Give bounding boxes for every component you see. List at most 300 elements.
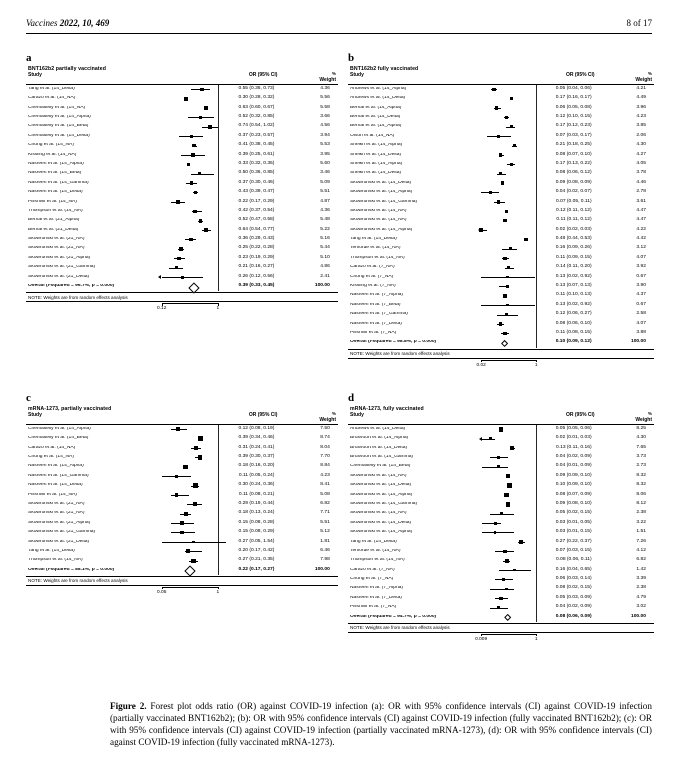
weight-value: 3.95	[320, 151, 330, 157]
weight-value: 5.16	[320, 236, 330, 242]
forest-row	[348, 301, 654, 310]
forest-row	[26, 434, 338, 443]
forest-plot-c	[26, 406, 338, 600]
or-value: 0.36 (0.29, 0.43)	[238, 236, 275, 242]
study-label: Thompson et al. (14_NA)	[28, 558, 83, 563]
or-value: 0.10 (0.09, 0.10)	[555, 482, 592, 488]
forest-row	[26, 235, 338, 244]
weight-value: 3.12	[636, 245, 646, 251]
weight-value: 3.96	[636, 104, 646, 110]
forest-row	[26, 94, 338, 103]
or-value: 0.39 (0.25, 0.61)	[238, 151, 275, 157]
forest-plot-c-header	[26, 412, 338, 425]
weight-value: 4.49	[636, 95, 646, 101]
forest-plot-c-title: mRNA-1273, partially vaccinated	[28, 406, 112, 412]
forest-row	[26, 122, 338, 131]
study-label: Bruxvoort et al. (14_Delta)	[350, 445, 408, 450]
col-weight	[281, 412, 336, 423]
study-label: Chung et al. (14_NA)	[28, 143, 74, 148]
weight-value: 5.09	[320, 179, 330, 185]
forest-row	[348, 310, 654, 319]
forest-row	[348, 150, 654, 159]
weight-value: 8.84	[320, 463, 330, 469]
forest-row	[348, 225, 654, 234]
or-value: 0.16 (0.09, 0.26)	[555, 245, 592, 251]
forest-row	[348, 103, 654, 112]
weight-value: 4.47	[636, 217, 646, 223]
or-value: 0.26 (0.12, 0.56)	[238, 273, 275, 279]
weight-value: 5.10	[320, 254, 330, 260]
or-value: 0.27 (0.22, 0.37)	[555, 538, 592, 544]
study-label: Bernal et al. (14_Alpha)	[350, 105, 402, 110]
or-value: 0.11 (0.09, 0.15)	[556, 254, 592, 260]
study-label: Nasreen et al. (14_Delta)	[28, 483, 83, 488]
study-label: Pilishvili et al. (7_NA)	[350, 605, 397, 610]
or-value: 0.39 (0.34, 0.46)	[238, 435, 275, 441]
study-label: Skowronski et al. (21_Gamma)	[28, 530, 96, 535]
study-label: Skowronski et al. (14_NA)	[350, 511, 407, 516]
panel-letter-d: d	[348, 392, 355, 404]
weight-value: 4.79	[636, 594, 646, 600]
forest-row	[348, 160, 654, 169]
weight-value: 4.37	[636, 292, 646, 298]
forest-row	[348, 519, 654, 528]
page-number: 8 of 17	[626, 18, 652, 28]
forest-row	[348, 462, 654, 471]
forest-overall-row	[348, 338, 654, 347]
running-head-left	[26, 18, 109, 28]
forest-plot-c-axis	[26, 586, 338, 600]
weight-value: 8.06	[636, 491, 646, 497]
weight-value: 3.61	[636, 198, 646, 204]
or-value: 0.64 (0.54, 0.77)	[238, 226, 275, 232]
study-label: Nasreen et al. (14_Gamma)	[28, 473, 89, 478]
forest-row	[348, 594, 654, 603]
study-label: Skowronski et al. (14_Alpha)	[350, 227, 413, 232]
weight-value: 0.67	[636, 301, 646, 307]
figure-caption-text: Forest plot odds ratio (OR) against COVID-19 infection (a): OR with 95% confidence intervals (CI) against COVID-19 infection (partially vaccinated BNT162b2); (b): OR with 95% confidence intervals (CI) against COVID-19 infection (fully vaccinated BNT162b2); (c): OR with 95% confidence intervals (CI) against COVID-19 infection (partially vaccinated mRNA-1273), (d): OR with 95% confidence intervals (CI) against COVID-19 infection (fully vaccinated mRNA-1273).	[110, 701, 652, 748]
or-value: 0.12 (0.11, 0.12)	[556, 207, 592, 213]
weight-value: 8.25	[636, 425, 646, 431]
weight-value: 8.41	[320, 482, 330, 488]
or-value: 0.17 (0.16, 0.17)	[555, 95, 592, 101]
journal-name: Vaccines	[26, 18, 58, 28]
or-value: 0.55 (0.36, 0.73)	[238, 85, 275, 91]
weight-value: 2.58	[636, 311, 646, 317]
weight-value: 3.88	[636, 329, 646, 335]
study-label: Sheikh et al. (14_Alpha)	[350, 143, 403, 148]
or-value: 0.13 (0.02, 0.92)	[555, 301, 592, 307]
or-value: 0.08 (0.06, 0.09)	[555, 613, 592, 619]
col-or: OR (95% CI)	[565, 72, 595, 78]
forest-plot-d-header	[348, 412, 654, 425]
forest-row	[26, 103, 338, 112]
study-label: Tang et al. (14_Delta)	[28, 548, 75, 553]
weight-value: 4.30	[636, 142, 646, 148]
forest-row	[348, 547, 654, 556]
or-value: 0.05 (0.02, 0.15)	[555, 510, 592, 516]
forest-row	[348, 556, 654, 565]
weight-value: 4.27	[636, 151, 646, 157]
forest-row	[348, 537, 654, 546]
or-value: 0.63 (0.60, 0.67)	[238, 104, 275, 110]
weight-value: 4.56	[320, 123, 330, 129]
forest-plot-a	[26, 66, 338, 316]
forest-row	[348, 272, 654, 281]
study-label: Chemaitelly et al. (14_Beta)	[28, 436, 89, 441]
study-label: Nasreen et al. (7_Gamma)	[350, 312, 408, 317]
forest-row	[26, 141, 338, 150]
weight-value: 4.42	[636, 236, 646, 242]
forest-plot-c-note: NOTE: Weights are from random effects analysis	[26, 576, 338, 586]
forest-row	[26, 509, 338, 518]
study-label: Skowronski et al. (14_Alpha)	[350, 492, 413, 497]
forest-row	[26, 472, 338, 481]
forest-row	[348, 132, 654, 141]
study-label: Skowronski et al. (14_Gamma)	[350, 501, 418, 506]
forest-row	[26, 197, 338, 206]
col-study: Study	[28, 412, 42, 418]
or-value: 0.18 (0.13, 0.24)	[238, 510, 275, 516]
forest-row	[348, 472, 654, 481]
study-label: Pilishvili et al. (14_NA)	[28, 199, 77, 204]
study-label: Nasreen et al. (14_Gamma)	[28, 180, 89, 185]
figure-panel-b	[348, 52, 654, 373]
forest-row	[348, 188, 654, 197]
study-label: Nasreen et al. (7_Delta)	[350, 595, 402, 600]
forest-row	[26, 462, 338, 471]
figure-panel-a	[26, 52, 338, 316]
forest-row	[348, 329, 654, 338]
or-value: 0.15 (0.08, 0.28)	[238, 519, 275, 525]
study-label: Carazo et al. (7_NA)	[350, 265, 395, 270]
forest-row	[26, 425, 338, 434]
forest-row	[348, 113, 654, 122]
study-label: Carazo et al. (14_NA)	[28, 96, 76, 101]
or-value: 0.52 (0.32, 0.85)	[238, 114, 275, 119]
forest-row	[348, 434, 654, 443]
axis-tick-label: 1	[216, 589, 220, 595]
weight-value: 100.00	[314, 283, 330, 289]
study-label: Bernal et al. (14_Delta)	[350, 115, 401, 119]
weight-value: 4.07	[636, 320, 646, 326]
forest-row	[26, 443, 338, 452]
forest-row	[348, 603, 654, 612]
weight-value: 4.07	[636, 254, 646, 260]
or-value: 0.37 (0.23, 0.57)	[238, 132, 275, 138]
forest-row	[348, 263, 654, 272]
forest-row	[26, 85, 338, 94]
axis-tick-label: 0.02	[476, 362, 486, 368]
col-or: OR (95% CI)	[565, 412, 595, 418]
header-rule	[26, 33, 652, 34]
figure-panel-d	[348, 392, 654, 647]
weight-value: 5.56	[320, 95, 330, 101]
forest-plot-d-axis	[348, 633, 654, 647]
axis-tick-label: 1	[534, 636, 538, 642]
or-value: 0.08 (0.06, 0.11)	[556, 557, 592, 563]
forest-plot-a-axis	[26, 302, 338, 316]
weight-value: 8.12	[636, 500, 646, 506]
forest-row	[26, 528, 338, 537]
or-value: 0.06 (0.03, 0.14)	[555, 576, 592, 582]
weight-value: 1.42	[636, 566, 646, 572]
or-value: 0.06 (0.05, 0.08)	[555, 104, 592, 110]
forest-plot-a-header	[26, 72, 338, 85]
study-label: Skowronski et al. (21_Delta)	[28, 539, 90, 544]
forest-row	[26, 537, 338, 546]
forest-plot-c-rows	[26, 425, 338, 575]
study-label: Pilishvili et al. (7_NA)	[350, 330, 397, 335]
study-label: Bernal et al. (21_Alpha)	[28, 218, 80, 223]
study-label: Skowronski et al. (14_NA)	[350, 218, 407, 223]
or-value: 0.07 (0.03, 0.15)	[555, 547, 592, 553]
forest-row	[348, 235, 654, 244]
weight-value: 5.44	[320, 245, 330, 251]
weight-value: 7.65	[636, 444, 646, 450]
forest-row	[26, 490, 338, 499]
or-value: 0.05 (0.03, 0.09)	[555, 594, 592, 600]
or-value: 0.02 (0.02, 0.03)	[555, 226, 592, 232]
weight-value: 3.90	[636, 283, 646, 289]
study-label: Bernal et al. (14_Alpha)	[350, 124, 402, 129]
forest-row	[26, 225, 338, 234]
study-label: Nasreen et al. (7_Alpha)	[350, 586, 404, 591]
forest-row	[348, 490, 654, 499]
study-label: Overall (I-squared = 98.8%, p = 0.000)	[350, 340, 437, 345]
forest-row	[348, 425, 654, 434]
study-label: Skowronski et al. (14_Gamma)	[350, 199, 418, 204]
forest-plot-d-note: NOTE: Weights are from random effects analysis	[348, 623, 654, 633]
weight-value: 5.51	[320, 189, 330, 195]
weight-value: 1.51	[636, 529, 646, 535]
or-value: 0.31 (0.24, 0.41)	[238, 444, 275, 450]
forest-overall-row	[26, 282, 338, 291]
study-label: Olson et al. (14_NA)	[350, 133, 395, 138]
study-label: Thompson et al. (14_NA)	[350, 558, 405, 563]
or-value: 0.13 (0.07, 0.13)	[555, 283, 592, 289]
or-value: 0.08 (0.06, 0.10)	[555, 320, 592, 326]
weight-value: 6.46	[320, 547, 330, 553]
weight-value: 5.51	[320, 519, 330, 525]
forest-row	[348, 216, 654, 225]
weight-value: 4.05	[636, 160, 646, 166]
weight-value: 3.92	[636, 264, 646, 270]
or-value: 0.08 (0.07, 0.09)	[555, 491, 592, 497]
forest-row	[26, 169, 338, 178]
panel-letter-a: a	[26, 52, 32, 64]
or-value: 0.11 (0.05, 0.24)	[238, 472, 275, 478]
or-value: 0.22 (0.17, 0.29)	[238, 198, 275, 204]
weight-value: 2.38	[636, 510, 646, 516]
study-label: Andrews et al. (14_Alpha)	[350, 86, 407, 91]
study-label: Bruxvoort et al. (14_Gamma)	[350, 455, 414, 459]
or-value: 0.14 (0.11, 0.20)	[556, 264, 592, 270]
weight-value: 4.36	[320, 207, 330, 213]
or-value: 0.21 (0.18, 0.25)	[555, 142, 592, 148]
or-value: 0.43 (0.39, 0.47)	[238, 189, 275, 195]
study-label: Nasreen et al. (14_Alpha)	[28, 464, 84, 469]
forest-row	[348, 179, 654, 188]
study-label: Chemaitelly et al. (14_Alpha)	[28, 115, 91, 119]
forest-row	[348, 207, 654, 216]
forest-row	[348, 565, 654, 574]
study-label: Nasreen et al. (7_Delta)	[350, 321, 402, 326]
col-weight-pct: %	[647, 411, 652, 416]
axis-tick-label: 1	[534, 362, 538, 368]
forest-row	[348, 94, 654, 103]
weight-value: 7.98	[320, 557, 330, 563]
study-label: Kissling et al. (7_NA)	[350, 284, 396, 289]
weight-value: 100.00	[630, 613, 646, 619]
study-label: Overall (I-squared = 94.7%, p = 0.000)	[350, 614, 437, 619]
or-value: 0.03 (0.01, 0.15)	[555, 529, 592, 535]
forest-row	[26, 556, 338, 565]
or-value: 0.04 (0.02, 0.09)	[555, 604, 592, 610]
forest-row	[348, 453, 654, 462]
or-value: 0.25 (0.22, 0.28)	[238, 245, 275, 251]
study-label: Carazo et al. (7_NA)	[350, 567, 395, 572]
forest-row	[348, 122, 654, 131]
forest-row	[26, 547, 338, 556]
forest-row	[348, 528, 654, 537]
weight-value: 4.46	[636, 179, 646, 185]
study-label: Chemaitelly et al. (14_Beta)	[28, 124, 89, 129]
or-value: 0.09 (0.09, 0.10)	[555, 472, 592, 478]
forest-row	[26, 132, 338, 141]
forest-row	[26, 207, 338, 216]
weight-value: 3.39	[636, 576, 646, 582]
forest-plot-a-title: BNT162b2 partially vaccinated	[28, 66, 106, 72]
or-value: 0.20 (0.17, 0.42)	[238, 547, 275, 553]
or-value: 0.07 (0.05, 0.11)	[556, 198, 592, 204]
forest-row	[26, 188, 338, 197]
or-value: 0.11 (0.11, 0.12)	[556, 217, 592, 223]
or-value: 0.08 (0.06, 0.12)	[555, 170, 592, 176]
col-study: Study	[350, 72, 364, 78]
journal-issue: 2022, 10, 469	[59, 18, 110, 28]
or-value: 0.22 (0.17, 0.27)	[238, 566, 275, 572]
weight-value: 7.50	[320, 425, 330, 431]
study-label: Sheikh et al. (14_Delta)	[350, 171, 402, 176]
forest-row	[348, 481, 654, 490]
or-value: 0.11 (0.08, 0.21)	[238, 491, 275, 497]
or-value: 0.37 (0.30, 0.46)	[238, 179, 275, 185]
study-label: Skowronski et al. (14_NA)	[350, 473, 407, 478]
or-value: 0.16 (0.04, 0.65)	[555, 566, 592, 572]
study-label: Skowronski et al. (21_NA)	[28, 246, 85, 251]
or-value: 0.09 (0.08, 0.10)	[555, 500, 592, 506]
study-label: Bruxvoort et al. (14_Alpha)	[350, 436, 409, 441]
weight-value: 4.86	[320, 264, 330, 270]
study-label: Tenforde et al. (14_NA)	[350, 548, 401, 553]
or-value: 0.05 (0.05, 0.06)	[555, 425, 592, 431]
or-value: 0.30 (0.24, 0.36)	[238, 482, 275, 488]
axis-tick-label: 0.009	[475, 636, 488, 642]
or-value: 0.27 (0.21, 0.35)	[238, 557, 275, 563]
or-value: 0.52 (0.47, 0.58)	[238, 217, 275, 223]
or-value: 0.12 (0.08, 0.19)	[238, 425, 275, 431]
study-label: Skowronski et al. (14_Delta)	[350, 180, 412, 185]
col-weight-label: Weight	[319, 416, 336, 423]
study-label: Thompson et al. (14_NA)	[350, 255, 405, 260]
or-value: 0.02 (0.01, 0.03)	[555, 435, 592, 441]
weight-value: 4.23	[636, 114, 646, 119]
forest-plot-b-title: BNT162b2 fully vaccinated	[350, 66, 419, 72]
forest-row	[348, 85, 654, 94]
study-label: Overall (I-squared = 96.7%, p = 0.000)	[28, 284, 115, 289]
forest-row	[348, 319, 654, 328]
or-value: 0.08 (0.07, 0.10)	[555, 151, 592, 157]
or-value: 0.03 (0.01, 0.05)	[555, 519, 592, 525]
axis-tick-label: 1	[216, 306, 220, 312]
col-weight-label: Weight	[319, 76, 336, 83]
forest-plot-b	[348, 66, 654, 373]
col-weight	[598, 412, 652, 423]
study-label: Skowronski et al. (21_Gamma)	[28, 265, 96, 270]
or-value: 0.11 (0.10, 0.13)	[556, 292, 592, 298]
forest-overall-row	[348, 612, 654, 621]
study-label: Chemaitelly et al. (14_Beta)	[350, 464, 411, 469]
panel-letter-b: b	[348, 52, 355, 64]
study-label: Chung et al. (14_NA)	[28, 455, 74, 459]
or-value: 0.08 (0.02, 0.15)	[555, 585, 592, 591]
weight-value: 5.53	[320, 142, 330, 148]
forest-row	[26, 113, 338, 122]
col-weight-pct: %	[331, 71, 336, 76]
or-value: 0.11 (0.08, 0.15)	[556, 329, 592, 335]
axis-tick-label: 0.05	[157, 589, 167, 595]
forest-row	[348, 291, 654, 300]
study-label: Andrews et al. (14_Delta)	[350, 96, 406, 101]
study-label: Skowronski et al. (14_NA)	[350, 208, 407, 213]
weight-value: 4.21	[636, 85, 646, 91]
study-label: Skowronski et al. (14_Alpha)	[350, 190, 413, 195]
study-label: Sheikh et al. (14_Alpha)	[350, 161, 403, 166]
col-weight-label: Weight	[635, 76, 652, 83]
forest-plot-b-rows	[348, 85, 654, 348]
or-value: 0.05 (0.04, 0.06)	[555, 85, 592, 91]
weight-value: 3.94	[320, 132, 330, 138]
forest-row	[348, 584, 654, 593]
forest-plot-a-note: NOTE: Weights are from random effects analysis	[26, 292, 338, 302]
weight-value: 3.85	[636, 123, 646, 129]
or-value: 0.50 (0.36, 0.85)	[238, 170, 275, 176]
weight-value: 5.08	[320, 491, 330, 497]
forest-plot-d-rows	[348, 425, 654, 622]
panel-letter-c: c	[26, 392, 31, 404]
weight-value: 3.73	[636, 454, 646, 459]
study-label: Overall (I-squared = 88.1%, p = 0.000)	[28, 567, 115, 572]
weight-value: 3.66	[320, 114, 330, 119]
col-weight	[598, 72, 652, 83]
weight-value: 6.82	[636, 557, 646, 563]
weight-value: 2.38	[636, 585, 646, 591]
forest-row	[26, 272, 338, 281]
weight-value: 5.48	[320, 217, 330, 223]
forest-row	[348, 575, 654, 584]
forest-row	[26, 453, 338, 462]
axis-line	[481, 634, 536, 635]
weight-value: 3.78	[636, 170, 646, 176]
forest-overall-row	[26, 565, 338, 574]
col-weight	[281, 72, 336, 83]
study-label: Thompson et al. (14_NA)	[28, 208, 83, 213]
study-label: Skowronski et al. (21_Alpha)	[28, 255, 91, 260]
weight-value: 5.22	[320, 226, 330, 232]
or-value: 0.04 (0.02, 0.07)	[555, 189, 592, 195]
forest-row	[26, 263, 338, 272]
